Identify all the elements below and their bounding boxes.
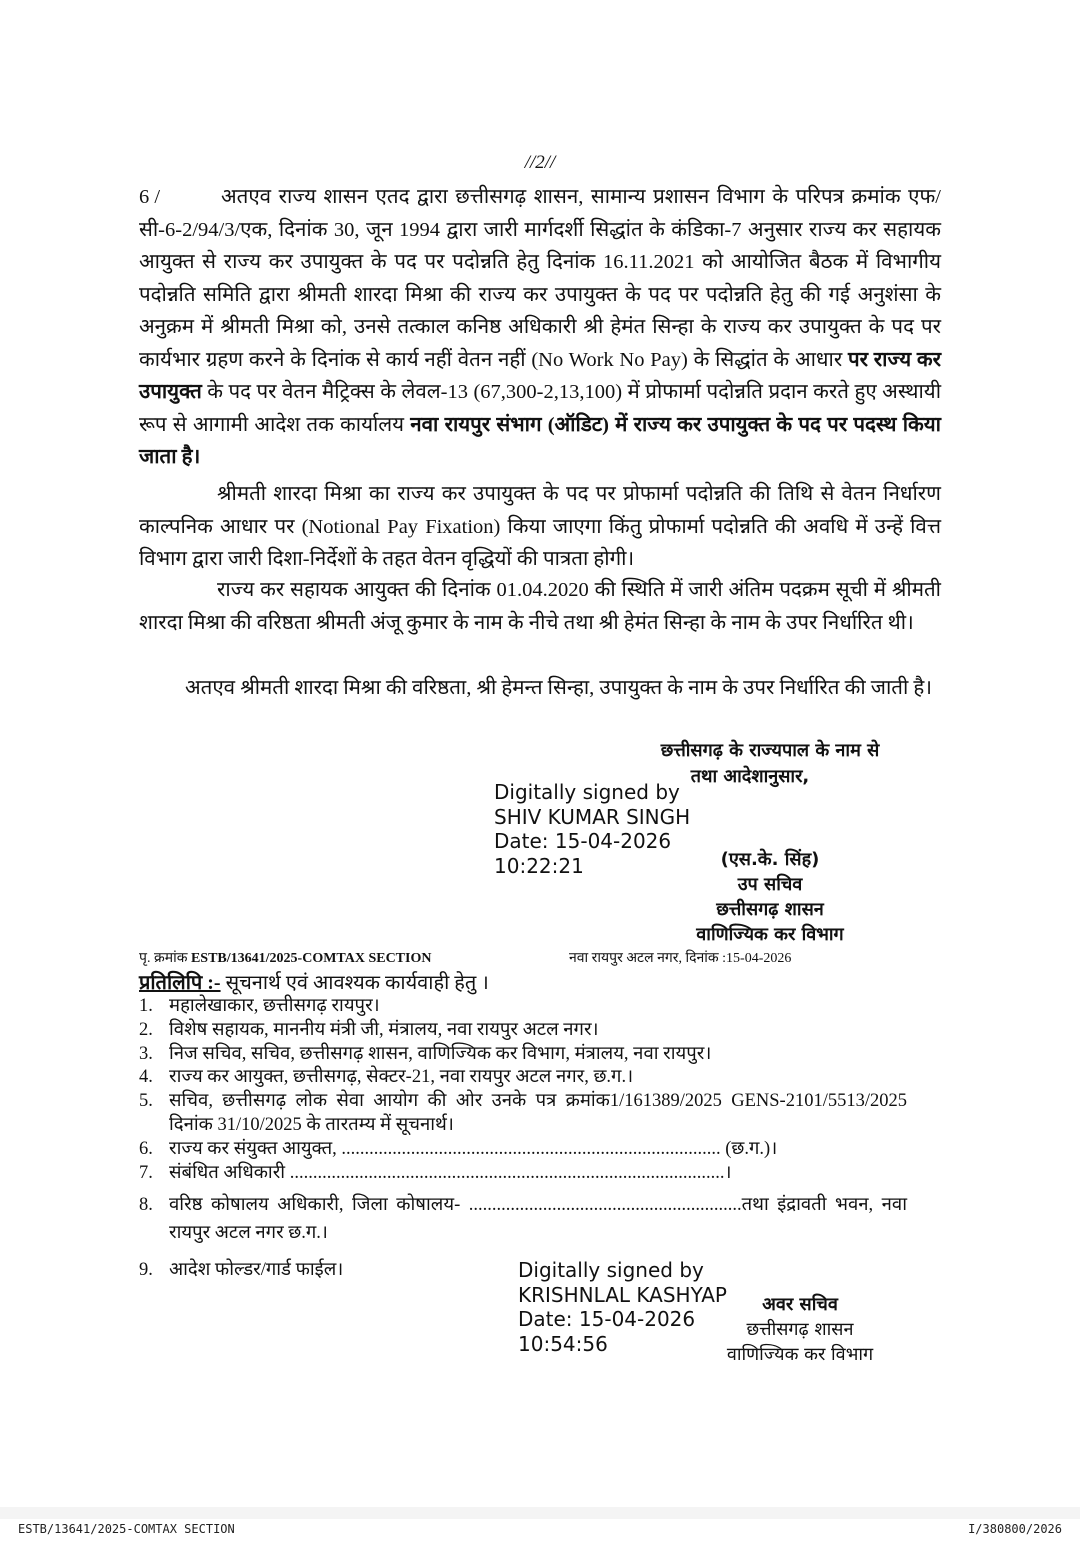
list-item-number: 5.: [139, 1091, 153, 1112]
paragraph-pay-text: श्रीमती शारदा मिश्रा का राज्य कर उपायुक्त के पद पर प्रोफार्मा पदोन्नति की तिथि से वेतन निर्धारण काल्पनिक आधार पर (Notional Pay Fixation) किया जाएगा किंतु प्रोफार्मा पदोन्नति की अवधि में उन्हें वित्त विभाग द्वारा जारी दिशा-निर्देशों के तहत वेतन वृद्धियों की पात्रता होगी।: [139, 483, 941, 570]
page-number: //2//: [524, 152, 556, 173]
list-item: [139, 1191, 907, 1247]
list-item-number: 3.: [139, 1043, 153, 1064]
paragraph-final-text: अतएव श्रीमती शारदा मिश्रा की वरिष्ठता, श्री हेमन्त सिन्हा, उपायुक्त के नाम के उपर निर्धारित की जाती है।: [185, 677, 933, 699]
footer-receipt-number: I/380800/2026: [968, 1522, 1062, 1536]
paragraph-number: 6 /: [139, 186, 161, 208]
paragraph-seniority: [139, 574, 941, 639]
signature-1-time: 10:22:21: [494, 853, 584, 878]
reference-place-date: नवा रायपुर अटल नगर, दिनांक :15-04-2026: [569, 951, 792, 966]
signature-1-label: Digitally signed by: [494, 780, 680, 804]
signatory-2-dept: वाणिज्यिक कर विभाग: [726, 1344, 874, 1365]
reference-prefix: पृ. क्रमांक: [139, 951, 191, 966]
signature-2-time: 10:54:56: [518, 1331, 608, 1356]
footer-file-number: ESTB/13641/2025-COMTAX SECTION: [18, 1522, 235, 1536]
list-item-number: 6.: [139, 1138, 153, 1159]
list-item: [139, 995, 907, 1019]
list-item: [139, 1162, 907, 1186]
paragraph-6-text-a: अतएव राज्य शासन एतद द्वारा छत्तीसगढ़ शासन, सामान्य प्रशासन विभाग के परिपत्र क्रमांक एफ/सी-6-2/94/3/एक, दिनांक 30, जून 1994 द्वारा जारी मार्गदर्शी सिद्धांत के कंडिका-7 अनुसार राज्य कर सहायक आयुक्त से राज्य कर उपायुक्त के पद पर पदोन्नति हेतु दिनांक 16.11.2021 को आयोजित बैठक में विभागीय पदोन्नति समिति द्वारा श्रीमती शारदा मिश्रा की राज्य कर उपायुक्त के पद पर पदोन्नति हेतु की गई अनुशंसा के अनुक्रम में श्रीमती मिश्रा को, उनसे तत्काल कनिष्ठ अधिकारी श्री हेमंत सिन्हा के राज्य कर उपायुक्त के पद पर कार्यभार ग्रहण करने के दिनांक से कार्य नहीं वेतन नहीं (No Work No Pay) के सिद्धांत के आधार: [139, 186, 941, 371]
list-item-text: वरिष्ठ कोषालय अधिकारी, जिला कोषालय- ...........................................................तथा इंद्रावती भवन, नवा रायपुर अटल नगर छ.ग.।: [169, 1195, 907, 1244]
list-item: [139, 1090, 907, 1138]
signatory-1-dept: वाणिज्यिक कर विभाग: [696, 924, 844, 945]
list-item: [139, 1019, 907, 1043]
signature-2-date: Date: 15-04-2026: [518, 1307, 696, 1331]
signature-2-label: Digitally signed by: [518, 1258, 704, 1282]
governor-line-1: छत्तीसगढ़ के राज्यपाल के नाम से: [660, 740, 880, 761]
signatory-1-name: (एस.के. सिंह): [720, 849, 820, 870]
list-item: [139, 1043, 907, 1067]
page-separator: [0, 1507, 1080, 1519]
digital-signature-2[interactable]: [518, 1258, 727, 1356]
signature-2-name: KRISHNLAL KASHYAP: [518, 1282, 727, 1307]
copy-to-text: सूचनार्थ एवं आवश्यक कार्यवाही हेतु ।: [220, 972, 489, 994]
governor-line-2: तथा आदेशानुसार,: [690, 766, 810, 787]
list-item-number: 2.: [139, 1019, 153, 1040]
signatory-2-govt: छत्तीसगढ़ शासन: [746, 1319, 854, 1340]
paragraph-6: [139, 181, 941, 474]
paragraph-pay-fixation: [139, 478, 941, 576]
list-item-text: सचिव, छत्तीसगढ़ लोक सेवा आयोग की ओर उनके पत्र क्रमांक1/161389/2025 GENS-2101/5513/2025 दिनांक 31/10/2025 के तारतम्य में सूचनार्थ।: [169, 1091, 907, 1135]
paragraph-6-text-b: के पद पर वेतन मैट्रिक्स के लेवल-13 (67,300-2,13,100) में प्रोफार्मा पदोन्नति प्रदान करते हुए अस्थायी रूप से आगामी आदेश तक कार्यालय: [139, 381, 941, 436]
list-item-text: राज्य कर संयुक्त आयुक्त, .................................................................................. (छ.ग.)।: [169, 1138, 778, 1159]
paragraph-seniority-text: राज्य कर सहायक आयुक्त की दिनांक 01.04.2020 की स्थिति में जारी अंतिम पदक्रम सूची में श्रीमती शारदा मिश्रा की वरिष्ठता श्रीमती अंजू कुमार के नाम के नीचे तथा श्री हेमंत सिन्हा के नाम के उपर निर्धारित थी।: [139, 579, 941, 634]
list-item-text: विशेष सहायक, माननीय मंत्री जी, मंत्रालय, नवा रायपुर अटल नगर।: [169, 1019, 599, 1040]
signature-1-name: SHIV KUMAR SINGH: [494, 804, 691, 829]
copy-to-heading: [139, 968, 489, 995]
paragraph-final: [139, 672, 941, 705]
list-item-number: 1.: [139, 996, 153, 1016]
copy-to-label: प्रतिलिपि :-: [139, 972, 221, 994]
list-item-text: महालेखाकार, छत्तीसगढ़ रायपुर।: [169, 996, 380, 1016]
list-item-number: 4.: [139, 1067, 153, 1088]
list-item-text: संबंधित अधिकारी ..............................................................................................।: [169, 1162, 732, 1183]
list-item-text: आदेश फोल्डर/गार्ड फाईल।: [169, 1260, 344, 1281]
signature-1-date: Date: 15-04-2026: [494, 829, 672, 853]
reference-number: ESTB/13641/2025-COMTAX SECTION: [190, 951, 432, 966]
list-item-text: निज सचिव, सचिव, छत्तीसगढ़ शासन, वाणिज्यिक कर विभाग, मंत्रालय, नवा रायपुर।: [169, 1043, 712, 1064]
signatory-1-designation: उप सचिव: [737, 874, 803, 895]
paragraph-6-bold-b: नवा रायपुर संभाग (ऑडिट) में राज्य कर उपायुक्त के पद पर पदस्थ किया जाता है।: [139, 413, 941, 468]
copy-to-list: [139, 995, 907, 1283]
signatory-1-govt: छत्तीसगढ़ शासन: [716, 899, 824, 920]
signatory-1-block: [670, 847, 870, 947]
list-item: [139, 1138, 907, 1162]
list-item-number: 8.: [139, 1195, 153, 1216]
reference-line: [139, 948, 839, 967]
list-item-text: राज्य कर आयुक्त, छत्तीसगढ़, सेक्टर-21, नवा रायपुर अटल नगर, छ.ग.।: [169, 1067, 634, 1088]
paragraph-6-bold-a: पर राज्य कर उपायुक्त: [139, 348, 941, 403]
signatory-2-designation: अवर सचिव: [762, 1294, 838, 1315]
signatory-2-block: [700, 1292, 900, 1367]
digital-signature-1[interactable]: [494, 780, 690, 878]
list-item-number: 9.: [139, 1260, 153, 1281]
list-item: [139, 1066, 907, 1090]
list-item-number: 7.: [139, 1162, 153, 1183]
